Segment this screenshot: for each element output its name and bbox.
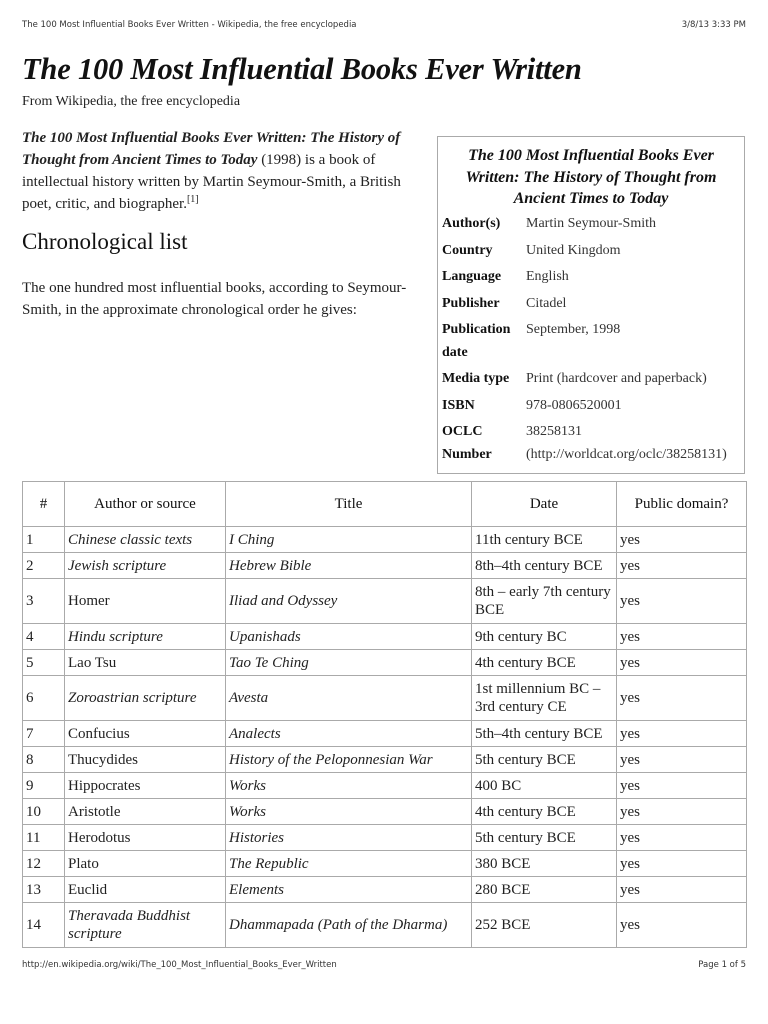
cell-number: 6 [23,676,65,721]
column-header-date[interactable]: Date [472,482,617,527]
table-row [23,676,747,721]
infobox [437,136,745,474]
infobox-label: Media type [442,371,510,386]
table-row [23,851,747,877]
cell-author[interactable]: Aristotle [65,799,226,825]
infobox-value[interactable]: Martin Seymour-Smith [526,216,656,231]
table-row [23,773,747,799]
cell-date: 400 BC [472,773,617,799]
cell-title[interactable]: Tao Te Ching [226,650,472,676]
cell-author[interactable]: Homer [65,579,226,624]
print-header-datetime: 3/8/13 3:33 PM [681,20,746,30]
cell-title[interactable]: Upanishads [226,624,472,650]
cell-title[interactable]: Histories [226,825,472,851]
cell-author[interactable]: Confucius [65,721,226,747]
cell-public-domain: yes [617,773,747,799]
cell-author[interactable]: Lao Tsu [65,650,226,676]
cell-public-domain: yes [617,825,747,851]
cell-public-domain: yes [617,721,747,747]
cell-number: 14 [23,903,65,948]
cell-date: 280 BCE [472,877,617,903]
print-header-title: The 100 Most Influential Books Ever Written - Wikipedia, the free encyclopedia [22,20,357,30]
cell-date: 4th century BCE [472,799,617,825]
page-subtitle: From Wikipedia, the free encyclopedia [22,94,241,109]
cell-author[interactable]: Hindu scripture [65,624,226,650]
table-row [23,527,747,553]
cell-date: 9th century BC [472,624,617,650]
column-header-number[interactable]: # [23,482,65,527]
cell-date: 4th century BCE [472,650,617,676]
infobox-value[interactable]: Citadel [526,295,567,311]
print-header [22,20,746,34]
infobox-row-media-type [442,368,742,391]
cell-date: 380 BCE [472,851,617,877]
cell-date: 1st millennium BC – 3rd century CE [472,676,617,721]
cell-public-domain: yes [617,747,747,773]
list-intro-paragraph: The one hundred most influential books, according to Seymour-Smith, in the approximate chronological order he gives: [22,280,407,318]
infobox-row-publication-date [442,319,742,364]
column-header-author[interactable]: Author or source [65,482,226,527]
cell-author[interactable]: Thucydides [65,747,226,773]
cell-public-domain: yes [617,650,747,676]
table-row [23,799,747,825]
cell-number: 2 [23,553,65,579]
cell-public-domain: yes [617,527,747,553]
cell-title[interactable]: Avesta [226,676,472,721]
cell-public-domain: yes [617,877,747,903]
infobox-row-isbn [442,395,742,418]
cell-number: 11 [23,825,65,851]
cell-date: 11th century BCE [472,527,617,553]
books-table [22,481,747,948]
infobox-label: Language [442,269,502,284]
cell-author[interactable]: Euclid [65,877,226,903]
infobox-row-author [442,213,742,236]
table-row [23,721,747,747]
cell-author[interactable]: Chinese classic texts [65,527,226,553]
cell-title[interactable]: Dhammapada (Path of the Dharma) [226,903,472,948]
cell-date: 252 BCE [472,903,617,948]
cell-date: 5th–4th century BCE [472,721,617,747]
cell-title[interactable]: I Ching [226,527,472,553]
cell-author[interactable]: Hippocrates [65,773,226,799]
infobox-row-oclc [442,421,742,466]
column-header-title[interactable]: Title [226,482,472,527]
cell-number: 10 [23,799,65,825]
cell-number: 12 [23,851,65,877]
intro-text: (1998) is a book of intellectual history written by Martin Seymour-Smith, a British poet, critic, and biographer. [22,152,401,212]
print-footer-page: Page 1 of 5 [698,960,746,970]
cell-public-domain: yes [617,676,747,721]
table-row [23,825,747,851]
cell-number: 5 [23,650,65,676]
infobox-label: Author(s) [442,216,501,231]
infobox-rows [442,213,742,470]
cell-date: 5th century BCE [472,747,617,773]
cell-public-domain: yes [617,903,747,948]
cell-title[interactable]: History of the Peloponnesian War [226,747,472,773]
infobox-row-publisher [442,293,742,316]
cell-number: 9 [23,773,65,799]
intro-book-title: The 100 Most Influential Books Ever Written: The History of Thought from Ancient Times to Today [22,130,401,168]
cell-number: 13 [23,877,65,903]
section-heading: Chronological list [22,229,188,254]
cell-title[interactable]: Hebrew Bible [226,553,472,579]
cell-title[interactable]: The Republic [226,851,472,877]
infobox-row-language [442,266,742,289]
table-header-row [23,482,747,527]
cell-author[interactable]: Theravada Buddhist scripture [65,903,226,948]
cell-author[interactable]: Herodotus [65,825,226,851]
cell-number: 4 [23,624,65,650]
infobox-value: Print (hardcover and paperback) [526,371,707,386]
cell-number: 8 [23,747,65,773]
cell-public-domain: yes [617,799,747,825]
table-row [23,903,747,948]
cell-title[interactable]: Analects [226,721,472,747]
cell-number: 3 [23,579,65,624]
cell-title[interactable]: Elements [226,877,472,903]
table-row [23,553,747,579]
infobox-label: ISBN [442,397,475,413]
cell-title[interactable]: Works [226,799,472,825]
print-footer-url[interactable]: http://en.wikipedia.org/wiki/The_100_Most_Influential_Books_Ever_Written [22,960,337,970]
column-header-public-domain[interactable]: Public domain? [617,482,747,527]
intro-paragraph [22,127,427,215]
table-row [23,650,747,676]
reference-link[interactable]: [1] [186,194,199,205]
cell-public-domain: yes [617,624,747,650]
infobox-label: OCLC Number [442,424,492,462]
cell-number: 1 [23,527,65,553]
cell-author[interactable]: Jewish scripture [65,553,226,579]
page-title: The 100 Most Influential Books Ever Written [22,52,582,86]
infobox-value: September, 1998 [526,322,621,337]
cell-author[interactable]: Zoroastrian scripture [65,676,226,721]
table-row [23,624,747,650]
cell-public-domain: yes [617,553,747,579]
infobox-value[interactable]: 38258131 (http://worldcat.org/oclc/38258131) [526,424,727,462]
table-row [23,877,747,903]
cell-date: 5th century BCE [472,825,617,851]
cell-date: 8th–4th century BCE [472,553,617,579]
table-row [23,747,747,773]
cell-public-domain: yes [617,579,747,624]
infobox-row-country [442,240,742,263]
infobox-label: Publication date [442,322,511,360]
cell-date: 8th – early 7th century BCE [472,579,617,624]
infobox-title: The 100 Most Influential Books Ever Written: The History of Thought from Ancient Times to Today [465,147,717,207]
cell-title[interactable]: Iliad and Odyssey [226,579,472,624]
infobox-value[interactable]: English [526,269,569,284]
cell-title[interactable]: Works [226,773,472,799]
infobox-label: Publisher [442,295,500,311]
cell-author[interactable]: Plato [65,851,226,877]
cell-number: 7 [23,721,65,747]
cell-public-domain: yes [617,851,747,877]
table-row [23,579,747,624]
print-footer [22,960,746,974]
infobox-label: Country [442,242,493,258]
infobox-value[interactable]: United Kingdom [526,242,621,258]
infobox-value[interactable]: 978-0806520001 [526,397,622,413]
